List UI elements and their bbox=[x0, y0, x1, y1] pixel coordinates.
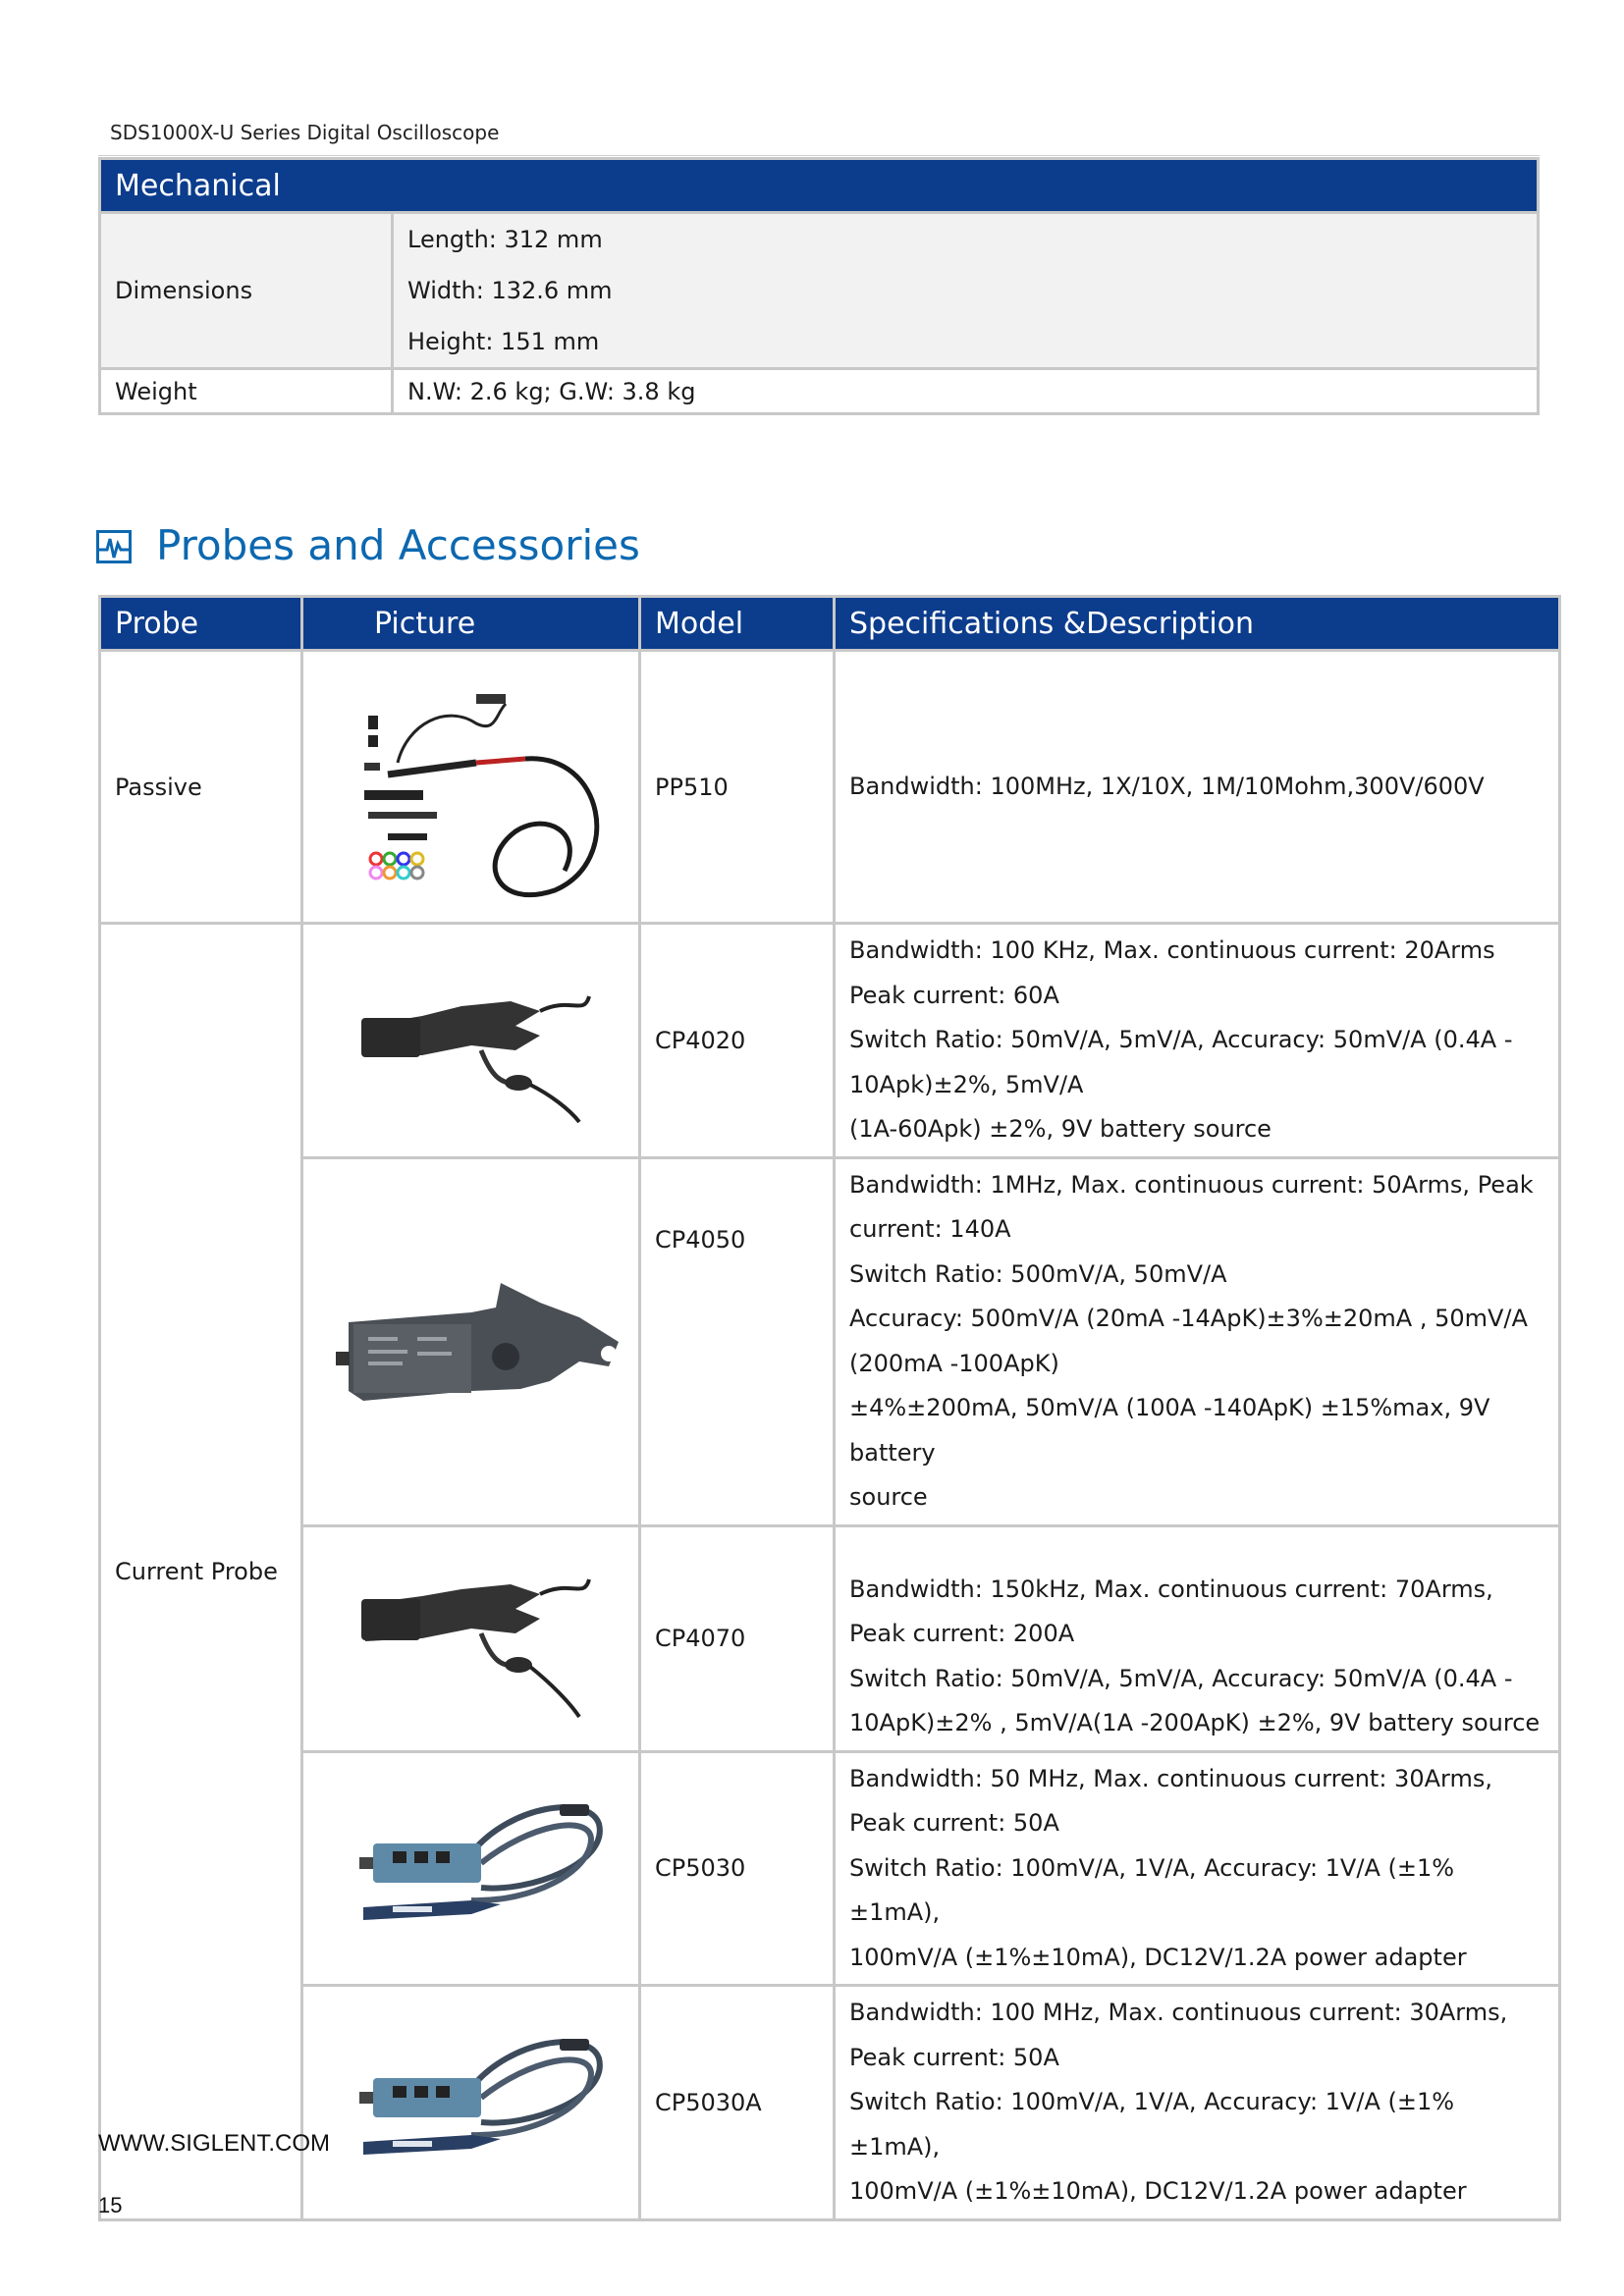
waveform-icon bbox=[96, 530, 132, 563]
mechanical-table bbox=[98, 157, 1540, 415]
spec-line: Accuracy: 500mV/A (20mA -14ApK)±3%±20mA , 50mV/A bbox=[849, 1305, 1528, 1332]
spec-line: Peak current: 200A bbox=[849, 1620, 1075, 1647]
spec-line: Switch Ratio: 100mV/A, 1V/A, Accuracy: 1V/A (±1%±1mA), bbox=[849, 1853, 1455, 1926]
spec-line: ±4%±200mA, 50mV/A (100A -140ApK) ±15%max, 9V battery bbox=[849, 1394, 1490, 1467]
width-value: Width: 132.6 mm bbox=[407, 277, 613, 304]
probe-type-current: Current Probe bbox=[100, 924, 302, 2220]
hall-probe-image bbox=[302, 1751, 640, 1986]
spec-line: Peak current: 50A bbox=[849, 2043, 1059, 2071]
table-row bbox=[100, 1157, 1560, 1525]
model-cell: PP510 bbox=[640, 651, 835, 924]
spec-line: 100mV/A (±1%±10mA), DC12V/1.2A power adapter bbox=[849, 1943, 1467, 1971]
table-row bbox=[100, 1525, 1560, 1751]
spec-line: (1A-60Apk) ±2%, 9V battery source bbox=[849, 1115, 1272, 1143]
spec-line: current: 140A bbox=[849, 1215, 1011, 1243]
spec-line: 10Apk)±2%, 5mV/A bbox=[849, 1070, 1084, 1098]
model-cell: CP4020 bbox=[640, 924, 835, 1158]
spec-line: Bandwidth: 100 KHz, Max. continuous current: 20Arms bbox=[849, 936, 1495, 964]
spec-line: Switch Ratio: 50mV/A, 5mV/A, Accuracy: 50mV/A (0.4A - bbox=[849, 1026, 1513, 1053]
spec-line: Peak current: 60A bbox=[849, 981, 1059, 1009]
spec-line: source bbox=[849, 1483, 928, 1511]
probe-column-header: Probe bbox=[100, 597, 302, 651]
current-clamp-large-image bbox=[302, 1157, 640, 1525]
spec-line: Peak current: 50A bbox=[849, 1809, 1059, 1837]
table-row bbox=[100, 924, 1560, 1158]
section-title: Probes and Accessories bbox=[156, 521, 640, 569]
table-row bbox=[100, 1751, 1560, 1986]
table-row bbox=[100, 651, 1560, 924]
weight-label: Weight bbox=[100, 369, 393, 414]
spec-line: Bandwidth: 100 MHz, Max. continuous current: 30Arms, bbox=[849, 1999, 1508, 2026]
spec-line: Switch Ratio: 500mV/A, 50mV/A bbox=[849, 1259, 1227, 1288]
hall-probe-image bbox=[302, 1986, 640, 2220]
probe-type-passive: Passive bbox=[100, 651, 302, 924]
model-cell: CP5030A bbox=[640, 1986, 835, 2220]
model-column-header: Model bbox=[640, 597, 835, 651]
spec-line: 100mV/A (±1%±10mA), DC12V/1.2A power adapter bbox=[849, 2177, 1467, 2205]
table-row bbox=[100, 1986, 1560, 2220]
picture-column-header: Picture bbox=[302, 597, 640, 651]
passive-probe-image bbox=[302, 651, 640, 924]
page-number: 15 bbox=[98, 2193, 123, 2217]
spec-line: 10ApK)±2% , 5mV/A(1A -200ApK) ±2%, 9V battery source bbox=[849, 1709, 1541, 1736]
document-title: SDS1000X-U Series Digital Oscilloscope bbox=[110, 121, 500, 144]
spec-cell bbox=[835, 1157, 1560, 1525]
website-url: WWW.SIGLENT.COM bbox=[98, 2130, 330, 2157]
spec-line: Switch Ratio: 50mV/A, 5mV/A, Accuracy: 50mV/A (0.4A - bbox=[849, 1664, 1513, 1692]
spec-column-header: Specifications &Description bbox=[835, 597, 1560, 651]
spec-line: (200mA -100ApK) bbox=[849, 1349, 1059, 1377]
model-cell: CP4050 bbox=[640, 1157, 835, 1525]
weight-value: N.W: 2.6 kg; G.W: 3.8 kg bbox=[393, 369, 1539, 414]
spec-line: Bandwidth: 100MHz, 1X/10X, 1M/10Mohm,300V/600V bbox=[849, 772, 1485, 800]
dimensions-values bbox=[393, 213, 1539, 369]
spec-line: Switch Ratio: 100mV/A, 1V/A, Accuracy: 1V/A (±1%±1mA), bbox=[849, 2088, 1455, 2161]
dimensions-label: Dimensions bbox=[100, 213, 393, 369]
mechanical-heading: Mechanical bbox=[100, 159, 1539, 213]
model-cell: CP4070 bbox=[640, 1525, 835, 1751]
spec-line: Bandwidth: 150kHz, Max. continuous current: 70Arms, bbox=[849, 1575, 1493, 1603]
spec-cell bbox=[835, 1751, 1560, 1986]
spec-cell bbox=[835, 651, 1560, 924]
spec-cell bbox=[835, 924, 1560, 1158]
current-clamp-image bbox=[302, 1525, 640, 1751]
probes-table bbox=[98, 595, 1561, 2221]
length-value: Length: 312 mm bbox=[407, 226, 603, 253]
current-clamp-image bbox=[302, 924, 640, 1158]
spec-cell bbox=[835, 1986, 1560, 2220]
spec-line: Bandwidth: 1MHz, Max. continuous current: 50Arms, Peak bbox=[849, 1170, 1534, 1199]
spec-line: Bandwidth: 50 MHz, Max. continuous current: 30Arms, bbox=[849, 1764, 1492, 1792]
spec-cell bbox=[835, 1525, 1560, 1751]
model-cell: CP5030 bbox=[640, 1751, 835, 1986]
header-rule bbox=[98, 155, 1540, 156]
height-value: Height: 151 mm bbox=[407, 328, 600, 355]
